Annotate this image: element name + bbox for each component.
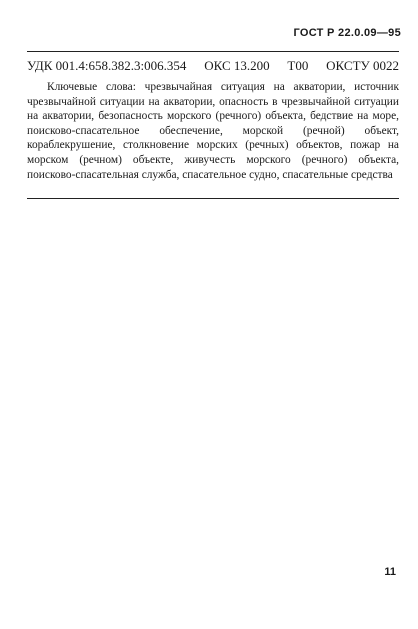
bottom-divider	[27, 198, 399, 199]
udk-code: УДК 001.4:658.382.3:006.354	[27, 58, 187, 73]
page-number: 11	[384, 566, 396, 578]
group-code: Т00	[287, 58, 309, 73]
classification-line	[27, 58, 399, 74]
top-divider	[27, 51, 399, 52]
keywords-paragraph: Ключевые слова: чрезвычайная ситуация на акватории, источник чрезвычайной ситуации на акватории, опасность в чрезвычайной ситуации на акватории, безопасность морского (речного) объекта, бедствие на море, поисково-спасательное обеспечение, морской (речной) объект, кораблекрушение, столкновение морских (речных) объектов, пожар на морском (речном) объекте, живучесть морского (речного) объекта, поисково-спасательная служба, спасательное судно, спасательные средства	[27, 81, 399, 181]
okstu-code: ОКСТУ 0022	[326, 58, 399, 73]
standard-code-header: ГОСТ Р 22.0.09—95	[293, 27, 401, 39]
oks-code: ОКС 13.200	[204, 58, 270, 73]
